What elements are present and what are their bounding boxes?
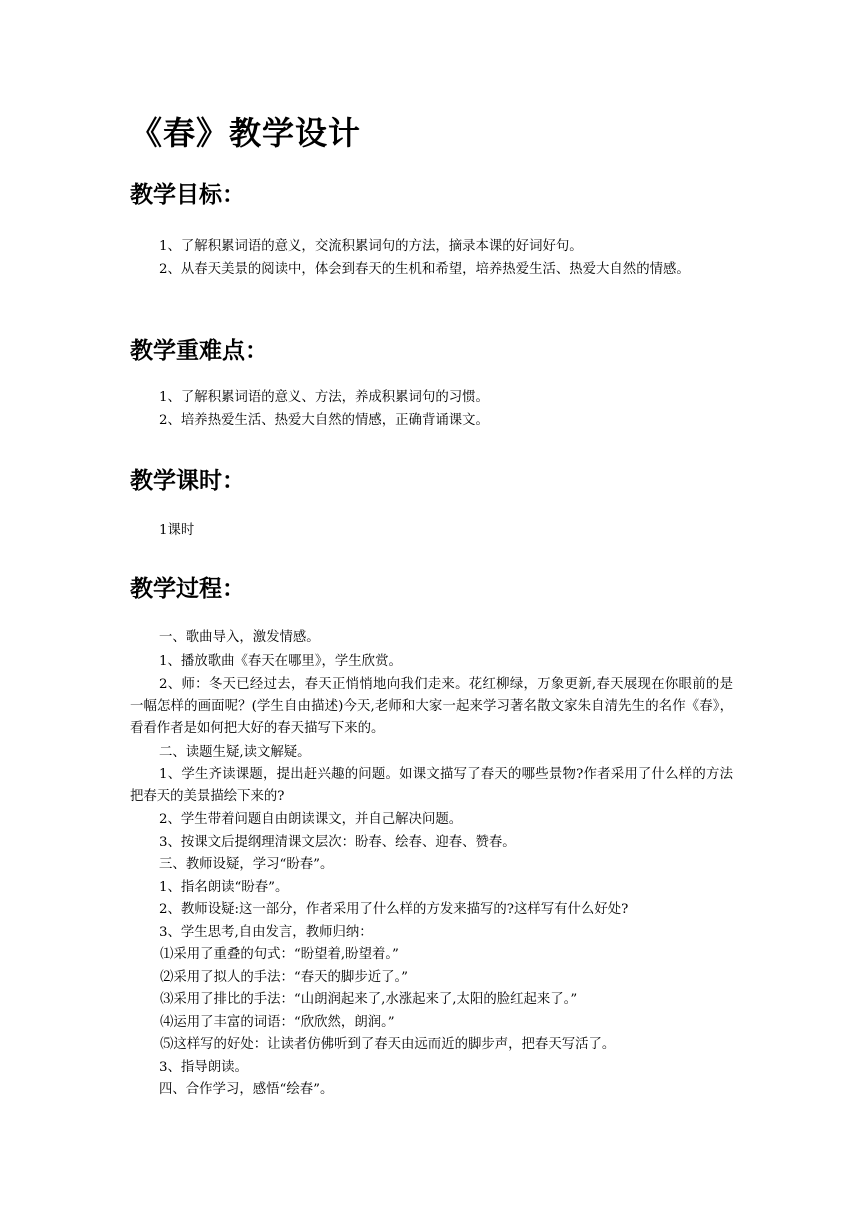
objective-item-1: 1、了解积累词语的意义，交流积累词句的方法，摘录本课的好词好句。 [159, 239, 583, 254]
process-line: 2、教师设疑:这一部分，作者采用了什么样的方发来描写的?这样写有什么好处? [159, 902, 629, 917]
process-line: 1、学生齐读课题，提出赶兴趣的问题。如课文描写了春天的哪些景物?作者采用了什么样的方法把春天的美景描绘下来的? [130, 767, 733, 804]
process-line: 2、师：冬天已经过去，春天正悄悄地向我们走来。花红柳绿，万象更新,春天展现在你眼前的是一幅怎样的画面呢？(学生自由描述)今天,老师和大家一起来学习著名散文家朱自清先生的名作《春》，看看作者是如何把大好的春天描写下来的。 [130, 677, 733, 736]
process-line: ⑴采用了重叠的句式：“盼望着,盼望着。” [160, 947, 399, 962]
objective-item-2: 2、从春天美景的阅读中，体会到春天的生机和希望，培养热爱生活、热爱大自然的情感。 [159, 262, 690, 277]
document-title: 《春》教学设计 [130, 114, 362, 152]
heading-objectives: 教学目标： [130, 182, 245, 208]
class-hours-text: 1课时 [159, 523, 195, 538]
process-line: 三、教师设疑，学习“盼春”。 [159, 857, 334, 872]
process-line: 3、按课文后提纲理清课文层次：盼春、绘春、迎春、赞春。 [159, 835, 516, 850]
process-line: 一、歌曲导入，激发情感。 [159, 630, 320, 645]
process-line: 二、读题生疑,读文解疑。 [159, 745, 311, 760]
heading-process: 教学过程： [130, 576, 245, 602]
process-line: 1、播放歌曲《春天在哪里》，学生欣赏。 [159, 654, 402, 669]
heading-class-hours: 教学课时： [130, 468, 245, 494]
process-line: 2、学生带着问题自由朗读课文，并自己解决问题。 [159, 812, 463, 827]
process-line: 1、指名朗读“盼春”。 [159, 880, 289, 895]
process-line: ⑶采用了排比的手法：“山朗润起来了,水涨起来了,太阳的脸红起来了。” [160, 992, 578, 1007]
process-line: ⑷运用了丰富的词语：“欣欣然，朗润。” [160, 1015, 395, 1030]
key-point-item-1: 1、了解积累词语的意义、方法，养成积累词句的习惯。 [159, 390, 489, 405]
key-point-item-2: 2、培养热爱生活、热爱大自然的情感，正确背诵课文。 [159, 413, 489, 428]
heading-key-points: 教学重难点： [130, 338, 268, 364]
process-line: 3、学生思考,自由发言，教师归纳： [159, 925, 373, 940]
process-line: 3、指导朗读。 [159, 1060, 248, 1075]
process-line: ⑸这样写的好处：让读者仿佛听到了春天由远而近的脚步声，把春天写活了。 [160, 1037, 616, 1052]
process-line: 四、合作学习，感悟“绘春”。 [159, 1082, 334, 1097]
process-line: ⑵采用了拟人的手法：“春天的脚步近了。” [160, 970, 409, 985]
